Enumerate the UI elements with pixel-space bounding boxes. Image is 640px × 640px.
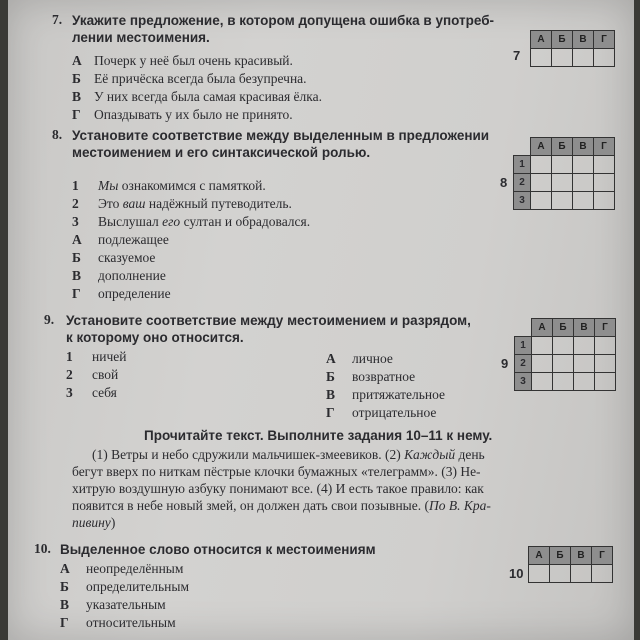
reading-line-1 xyxy=(92,446,485,463)
option-text: Её причёска всегда была безупречна. xyxy=(94,71,307,86)
role-text: дополнение xyxy=(98,268,166,283)
answer-cell[interactable] xyxy=(552,156,573,174)
reading-source: По В. Кра- xyxy=(428,498,491,513)
row-header: 3 xyxy=(515,373,532,391)
q9-answer-table xyxy=(514,318,616,391)
category-letter: Г xyxy=(326,405,335,420)
q8-item-3 xyxy=(72,213,310,231)
row-header: 2 xyxy=(514,174,531,192)
column-header: Г xyxy=(594,138,615,156)
option-text: определительным xyxy=(86,579,189,594)
q8-role-a[interactable] xyxy=(72,231,169,249)
q8-item-2 xyxy=(72,195,292,213)
q9-item-1 xyxy=(66,348,126,366)
item-pronoun: ваш xyxy=(122,196,146,211)
role-letter: В xyxy=(72,268,82,283)
item-post: надёжный путеводитель. xyxy=(145,196,292,211)
item-number: 1 xyxy=(72,178,79,193)
answer-cell[interactable] xyxy=(595,355,616,373)
item-text: себя xyxy=(92,385,117,400)
reading-line-4 xyxy=(72,497,491,514)
answer-cell[interactable] xyxy=(553,355,574,373)
reading-line-3: хитрую воздушную азбуку понимают все. (4) И есть такое правило: как xyxy=(72,481,484,496)
column-header: В xyxy=(573,31,594,49)
answer-cell[interactable] xyxy=(550,565,571,583)
reading-segment: появится в небе новый змей, он должен дать свои позывные. ( xyxy=(72,498,429,513)
option-letter: Б xyxy=(72,71,81,86)
answer-cell[interactable] xyxy=(553,337,574,355)
role-text: сказуемое xyxy=(98,250,156,265)
q9-category-a[interactable] xyxy=(326,350,393,368)
q7-option-d[interactable] xyxy=(72,106,293,124)
answer-cell[interactable] xyxy=(532,355,553,373)
answer-cell[interactable] xyxy=(594,192,615,210)
answer-cell[interactable] xyxy=(594,156,615,174)
option-letter: В xyxy=(72,89,82,104)
column-header: Г xyxy=(595,319,616,337)
answer-cell[interactable] xyxy=(573,49,594,67)
answer-cell[interactable] xyxy=(552,174,573,192)
option-letter: А xyxy=(60,561,70,576)
q9-category-b[interactable] xyxy=(326,368,415,386)
option-letter: А xyxy=(72,53,82,68)
q8-role-d[interactable] xyxy=(72,285,171,303)
answer-cell[interactable] xyxy=(574,373,595,391)
answer-cell[interactable] xyxy=(531,156,552,174)
q8-answer-table xyxy=(513,137,615,210)
q10-prompt: Выделенное слово относится к местоимениям xyxy=(60,542,376,557)
role-letter: Г xyxy=(72,286,81,301)
column-header: В xyxy=(573,138,594,156)
category-letter: В xyxy=(326,387,336,402)
q7-table-label: 7 xyxy=(513,48,521,63)
reading-segment: (1) Ветры и небо сдружили мальчишек-змеевиков. (2) xyxy=(92,447,405,462)
q7-option-b[interactable] xyxy=(72,70,307,88)
option-text: Почерк у неё был очень красивый. xyxy=(94,53,293,68)
item-pronoun: Мы xyxy=(98,178,119,193)
option-letter: Г xyxy=(72,107,81,122)
q9-category-d[interactable] xyxy=(326,404,436,422)
answer-cell[interactable] xyxy=(574,337,595,355)
item-number: 3 xyxy=(72,214,79,229)
role-text: подлежащее xyxy=(98,232,169,247)
option-text: указательным xyxy=(86,597,166,612)
reading-highlighted-word: Каждый xyxy=(404,447,456,462)
q10-option-a[interactable] xyxy=(60,560,183,578)
q10-option-c[interactable] xyxy=(60,596,166,614)
column-header: А xyxy=(531,31,552,49)
row-header: 1 xyxy=(514,156,531,174)
row-header: 1 xyxy=(515,337,532,355)
option-letter: Г xyxy=(60,615,69,630)
category-text: притяжательное xyxy=(352,387,446,402)
answer-cell[interactable] xyxy=(529,565,550,583)
answer-cell[interactable] xyxy=(594,49,615,67)
q9-table-label: 9 xyxy=(501,356,509,371)
q9-number: 9. xyxy=(44,312,55,327)
q10-number: 10. xyxy=(34,541,51,556)
column-header: В xyxy=(574,319,595,337)
option-text: Опаздывать у их было не принято. xyxy=(94,107,293,122)
category-text: личное xyxy=(352,351,393,366)
q8-item-1 xyxy=(72,177,266,195)
q10-table-label: 10 xyxy=(509,566,524,581)
item-post: султан и обрадовался. xyxy=(180,214,311,229)
reading-segment: ) xyxy=(110,515,116,530)
q10-answer-table xyxy=(528,546,613,583)
answer-cell[interactable] xyxy=(531,49,552,67)
item-pre: Выслушал xyxy=(98,214,163,229)
q8-table-label: 8 xyxy=(500,175,508,190)
column-header: А xyxy=(531,138,552,156)
answer-cell[interactable] xyxy=(531,192,552,210)
category-text: возвратное xyxy=(352,369,416,384)
column-header: Б xyxy=(550,547,571,565)
q8-number: 8. xyxy=(52,127,63,142)
worksheet-page xyxy=(8,0,634,640)
column-header: А xyxy=(529,547,550,565)
q7-option-c[interactable] xyxy=(72,88,322,106)
q8-prompt-line2: местоимением и его синтаксической ролью. xyxy=(72,145,371,160)
reading-heading: Прочитайте текст. Выполните задания 10–11 к нему. xyxy=(144,428,493,443)
q9-item-2 xyxy=(66,366,118,384)
answer-cell[interactable] xyxy=(571,565,592,583)
role-text: определение xyxy=(98,286,171,301)
column-header: Б xyxy=(552,138,573,156)
answer-cell[interactable] xyxy=(595,373,616,391)
column-header: Г xyxy=(594,31,615,49)
answer-cell[interactable] xyxy=(532,337,553,355)
answer-cell[interactable] xyxy=(573,174,594,192)
column-header: Б xyxy=(553,319,574,337)
q8-prompt-line1: Установите соответствие между выделенным в предложении xyxy=(72,128,490,143)
q9-category-c[interactable] xyxy=(326,386,445,404)
answer-cell[interactable] xyxy=(595,337,616,355)
column-header: Г xyxy=(592,547,613,565)
answer-cell[interactable] xyxy=(532,373,553,391)
option-text: относительным xyxy=(86,615,176,630)
item-text: ничей xyxy=(92,349,127,364)
row-header: 3 xyxy=(514,192,531,210)
reading-line-2: бегут вверх по ниткам пёстрые клочки бумажных «телеграмм». (3) Не- xyxy=(72,464,481,479)
option-letter: В xyxy=(60,597,70,612)
item-post: ознакомимся с памяткой. xyxy=(118,178,266,193)
column-header: В xyxy=(571,547,592,565)
row-header: 2 xyxy=(515,355,532,373)
q7-prompt-line2: лении местоимения. xyxy=(72,30,210,45)
q7-option-a[interactable] xyxy=(72,52,293,70)
item-number: 3 xyxy=(66,385,73,400)
role-letter: Б xyxy=(72,250,81,265)
item-number: 2 xyxy=(72,196,79,211)
q8-role-b[interactable] xyxy=(72,249,155,267)
answer-cell[interactable] xyxy=(553,373,574,391)
reading-segment: день xyxy=(455,447,485,462)
category-letter: А xyxy=(326,351,336,366)
answer-cell[interactable] xyxy=(573,192,594,210)
item-text: свой xyxy=(92,367,119,382)
answer-cell[interactable] xyxy=(573,156,594,174)
q9-prompt-line2: к которому оно относится. xyxy=(66,330,244,345)
q7-answer-table xyxy=(530,30,615,67)
item-pre: Это xyxy=(98,196,123,211)
option-text: неопределённым xyxy=(86,561,184,576)
reading-source: пивину xyxy=(72,515,111,530)
option-letter: Б xyxy=(60,579,69,594)
item-number: 1 xyxy=(66,349,73,364)
role-letter: А xyxy=(72,232,82,247)
q9-item-3 xyxy=(66,384,117,402)
item-number: 2 xyxy=(66,367,73,382)
answer-cell[interactable] xyxy=(594,174,615,192)
q10-option-b[interactable] xyxy=(60,578,189,596)
category-letter: Б xyxy=(326,369,335,384)
answer-cell[interactable] xyxy=(531,174,552,192)
q9-prompt-line1: Установите соответствие между местоимением и разрядом, xyxy=(66,313,471,328)
column-header: Б xyxy=(552,31,573,49)
category-text: отрицательное xyxy=(352,405,437,420)
reading-line-5 xyxy=(72,514,115,531)
item-pronoun: его xyxy=(162,214,181,229)
q8-role-c[interactable] xyxy=(72,267,166,285)
q10-option-d[interactable] xyxy=(60,614,176,632)
answer-cell[interactable] xyxy=(574,355,595,373)
answer-cell[interactable] xyxy=(552,192,573,210)
answer-cell[interactable] xyxy=(592,565,613,583)
column-header: А xyxy=(532,319,553,337)
q7-prompt-line1: Укажите предложение, в котором допущена ошибка в употреб- xyxy=(72,13,495,28)
option-text: У них всегда была самая красивая ёлка. xyxy=(94,89,323,104)
answer-cell[interactable] xyxy=(552,49,573,67)
q7-number: 7. xyxy=(52,12,63,27)
